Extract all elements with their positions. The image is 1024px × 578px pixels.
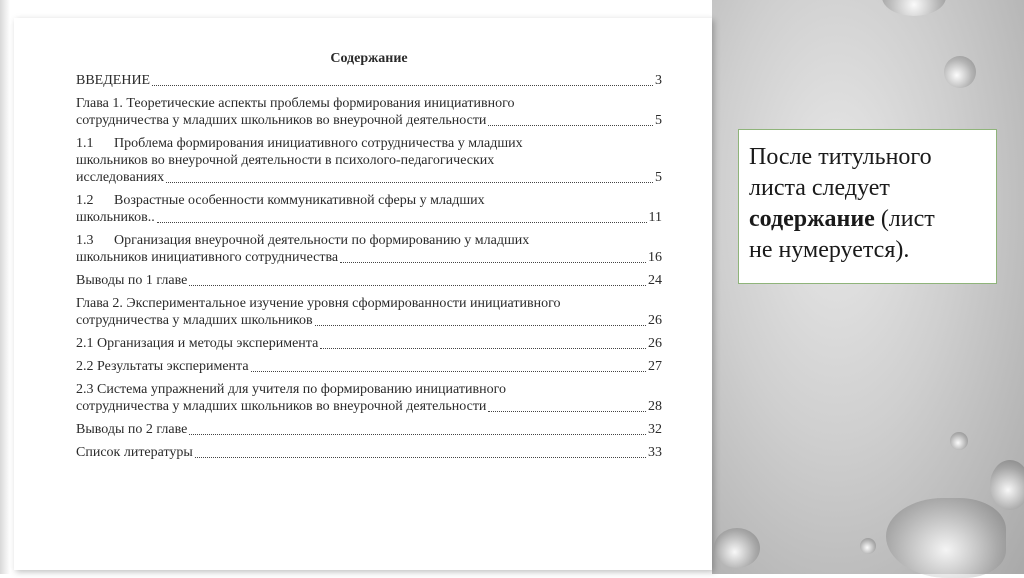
toc-entry bbox=[76, 421, 662, 438]
toc-page-number: 26 bbox=[648, 336, 662, 351]
toc-entry bbox=[76, 358, 662, 375]
toc-entry-last-line bbox=[76, 312, 662, 329]
toc-dot-leader bbox=[340, 249, 646, 263]
toc-entry-text: сотрудничества у младших школьников bbox=[76, 313, 313, 328]
toc-entry-text: исследованиях bbox=[76, 170, 165, 185]
toc-entry-text: Выводы по 2 главе bbox=[76, 422, 188, 437]
callout-line-1: После титульного bbox=[749, 144, 932, 170]
toc-entry bbox=[76, 444, 662, 461]
callout-bold-word: содержание bbox=[749, 206, 875, 232]
toc-entry-last-line bbox=[76, 398, 662, 415]
toc-dot-leader bbox=[189, 421, 646, 435]
toc-page-number: 16 bbox=[648, 250, 662, 265]
water-drop-decoration bbox=[990, 460, 1024, 510]
water-drop-decoration bbox=[860, 538, 876, 554]
toc-entry-text: Проблема формирования инициативного сотрудничества у младших bbox=[114, 136, 523, 151]
toc-entry-line bbox=[76, 95, 662, 112]
toc-page-number: 3 bbox=[655, 73, 662, 88]
toc-entry-number: 1.1 bbox=[76, 136, 94, 151]
toc-page-number: 27 bbox=[648, 359, 662, 374]
toc-entry-last-line bbox=[76, 444, 662, 461]
toc-entry-text: 2.3 Система упражнений для учителя по формированию инициативного bbox=[76, 382, 506, 397]
toc-dot-leader bbox=[189, 272, 646, 286]
toc-entry-last-line bbox=[76, 112, 662, 129]
toc-title: Содержание bbox=[330, 51, 408, 66]
toc-page-number: 5 bbox=[655, 113, 662, 128]
toc-entry-last-line bbox=[76, 272, 662, 289]
toc-entry-last-line bbox=[76, 209, 662, 226]
toc-entry bbox=[76, 95, 662, 129]
toc-entry bbox=[76, 72, 662, 89]
toc-dot-leader bbox=[195, 444, 646, 458]
water-drop-decoration bbox=[886, 498, 1006, 578]
toc-entry-last-line bbox=[76, 169, 662, 186]
toc-entry-text: школьников.. bbox=[76, 210, 155, 225]
toc-entry-last-line bbox=[76, 335, 662, 352]
toc-page-number: 33 bbox=[648, 445, 662, 460]
toc-dot-leader bbox=[488, 112, 653, 126]
toc-entry-line bbox=[76, 192, 662, 209]
toc-dot-leader bbox=[320, 335, 646, 349]
toc-page-number: 32 bbox=[648, 422, 662, 437]
callout-line-2: листа следует bbox=[749, 175, 890, 201]
toc-entry-line bbox=[76, 152, 662, 169]
toc-dot-leader bbox=[152, 72, 653, 86]
toc-list bbox=[76, 72, 662, 461]
toc-dot-leader bbox=[315, 312, 646, 326]
water-drops-background bbox=[712, 0, 1024, 574]
toc-entry bbox=[76, 192, 662, 226]
toc-entry bbox=[76, 272, 662, 289]
toc-entry-line bbox=[76, 232, 662, 249]
toc-entry bbox=[76, 232, 662, 266]
toc-entry-text: Выводы по 1 главе bbox=[76, 273, 188, 288]
callout-line-3-rest: (лист bbox=[874, 206, 935, 232]
water-drop-decoration bbox=[714, 528, 760, 568]
toc-dot-leader bbox=[157, 209, 647, 223]
toc-entry-text: школьников инициативного сотрудничества bbox=[76, 250, 339, 265]
toc-page-number: 5 bbox=[655, 170, 662, 185]
water-drop-decoration bbox=[944, 56, 976, 88]
toc-entry-text: Глава 2. Экспериментальное изучение уровня сформированности инициативного bbox=[76, 296, 561, 311]
slide-left-edge bbox=[0, 0, 10, 574]
toc-page-number: 24 bbox=[648, 273, 662, 288]
toc-entry-text: 2.2 Результаты эксперимента bbox=[76, 359, 249, 374]
toc-entry bbox=[76, 295, 662, 329]
toc-entry-text: сотрудничества у младших школьников во внеурочной деятельности bbox=[76, 113, 487, 128]
toc-dot-leader bbox=[251, 358, 646, 372]
water-drop-decoration bbox=[950, 432, 968, 450]
toc-entry-last-line bbox=[76, 358, 662, 375]
callout-line-4: не нумеруется). bbox=[749, 237, 910, 263]
toc-entry-last-line bbox=[76, 249, 662, 266]
toc-entry bbox=[76, 335, 662, 352]
toc-entry-number: 1.2 bbox=[76, 193, 94, 208]
toc-entry-text: Список литературы bbox=[76, 445, 193, 460]
toc-entry-text: ВВЕДЕНИЕ bbox=[76, 73, 151, 88]
toc-entry-last-line bbox=[76, 421, 662, 438]
toc-dot-leader bbox=[488, 398, 646, 412]
toc-entry-text: школьников во внеурочной деятельности в психолого-педагогических bbox=[76, 153, 495, 168]
toc-entry bbox=[76, 381, 662, 415]
toc-entry-text: Глава 1. Теоретические аспекты проблемы формирования инициативного bbox=[76, 96, 515, 111]
toc-entry-line bbox=[76, 381, 662, 398]
toc-entry-text: Организация внеурочной деятельности по формированию у младших bbox=[114, 233, 530, 248]
callout-box bbox=[738, 129, 997, 284]
toc-page-number: 28 bbox=[648, 399, 662, 414]
toc-entry bbox=[76, 135, 662, 186]
toc-entry-text: 2.1 Организация и методы эксперимента bbox=[76, 336, 319, 351]
toc-page-number: 26 bbox=[648, 313, 662, 328]
toc-entry-number: 1.3 bbox=[76, 233, 94, 248]
toc-entry-text: сотрудничества у младших школьников во внеурочной деятельности bbox=[76, 399, 487, 414]
toc-entry-text: Возрастные особенности коммуникативной сферы у младших bbox=[114, 193, 485, 208]
table-of-contents bbox=[76, 50, 662, 510]
toc-entry-line bbox=[76, 135, 662, 152]
toc-dot-leader bbox=[166, 169, 653, 183]
toc-page-number: 11 bbox=[648, 210, 662, 225]
toc-entry-last-line bbox=[76, 72, 662, 89]
toc-entry-line bbox=[76, 295, 662, 312]
callout-line-3 bbox=[749, 204, 984, 235]
